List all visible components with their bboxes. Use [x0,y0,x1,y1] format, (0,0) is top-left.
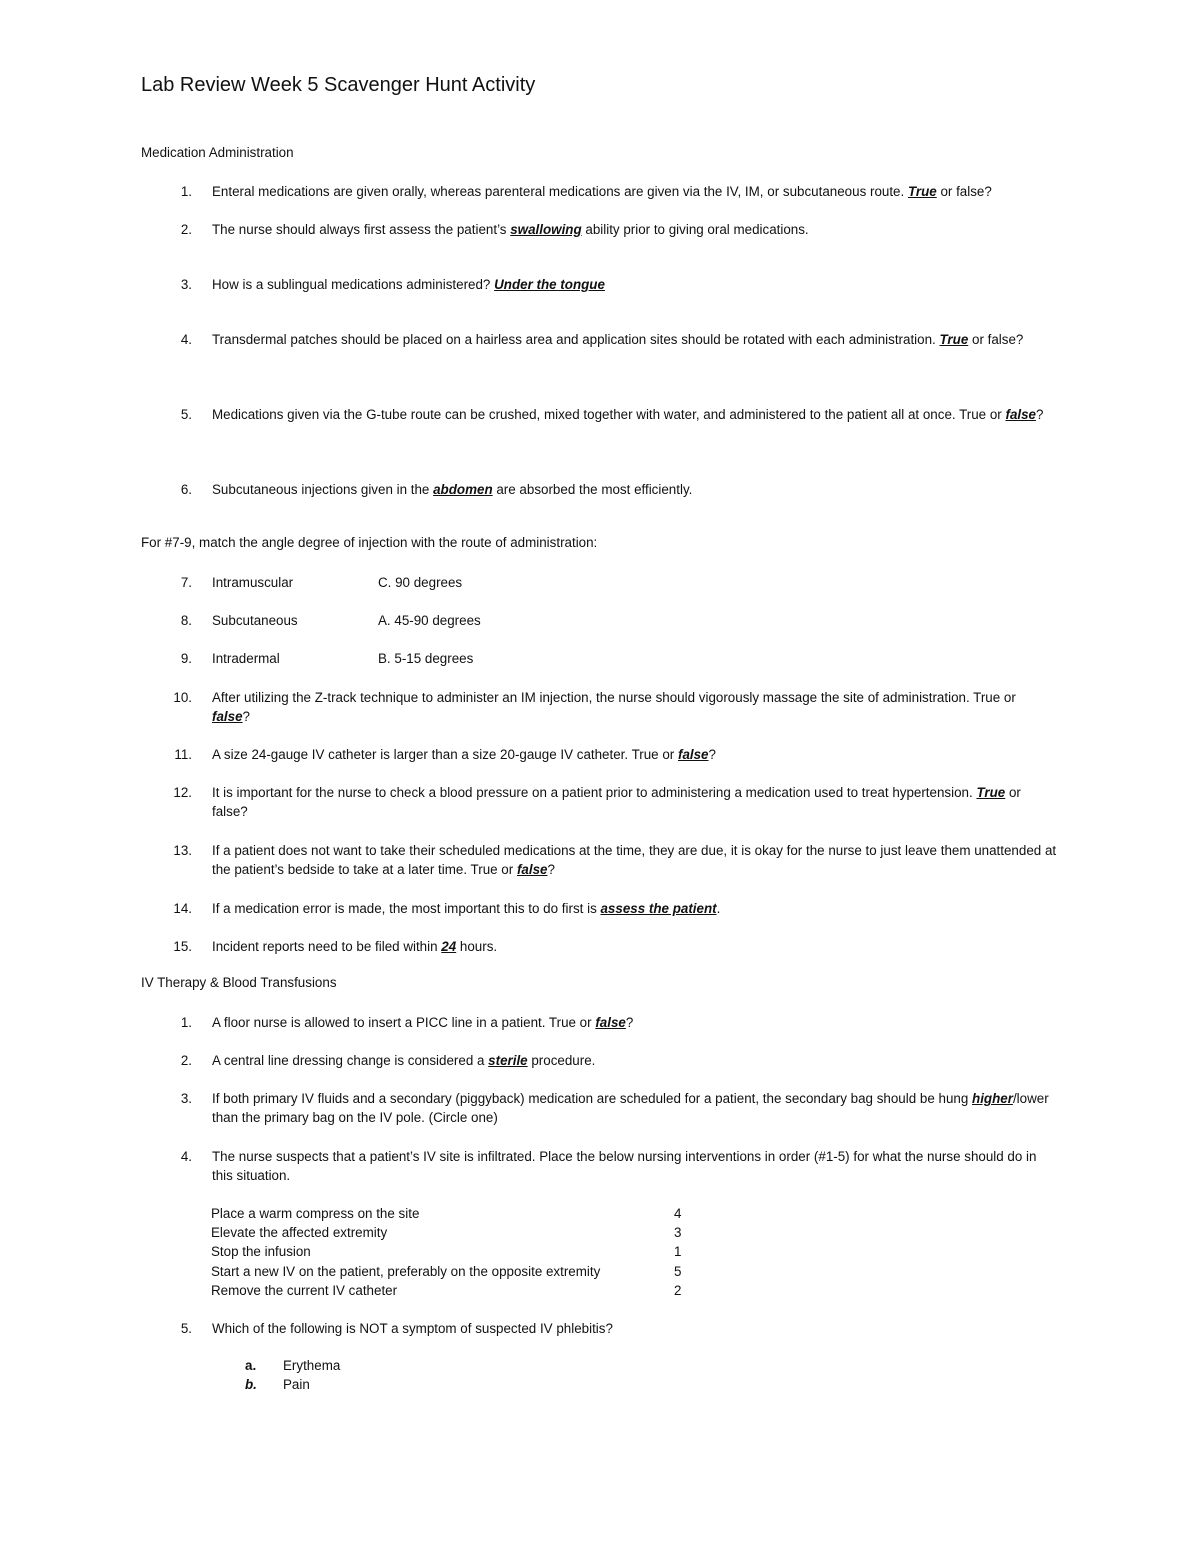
question-text: It is important for the nurse to check a blood pressure on a patient prior to administering a medication used to treat hypertension. True or false? [212,785,1021,819]
question-number: 2. [180,222,192,237]
question-number: 8. [180,613,192,628]
answer: higher [972,1091,1013,1106]
answer: false [595,1015,626,1030]
order-value: 1 [674,1244,682,1259]
question-number: 6. [180,482,192,497]
answer: 24 [441,939,457,954]
answer: false [212,709,243,724]
order-label: Elevate the affected extremity [211,1225,388,1240]
question-number: 5. [180,407,192,422]
answer: swallowing [510,222,582,237]
question-number: 7. [180,575,192,590]
question-number: 4. [180,332,192,347]
question-text: Which of the following is NOT a symptom of suspected IV phlebitis? [212,1321,613,1336]
route-label: Intradermal [212,651,280,666]
route-label: Subcutaneous [212,613,298,628]
question-text: The nurse suspects that a patient’s IV site is infiltrated. Place the below nursing interventions in order (#1-5) for what the nurse should do in this situation. [212,1149,1037,1183]
question-number: 4. [180,1149,192,1164]
question-number: 9. [180,651,192,666]
order-value: 5 [674,1264,682,1279]
question-text: Enteral medications are given orally, whereas parenteral medications are given via the IV, IM, or subcutaneous route. True or false? [212,184,992,199]
question-text: Transdermal patches should be placed on a hairless area and application sites should be rotated with each administration. True or false? [212,332,1024,347]
question-text: If a patient does not want to take their scheduled medications at the time, they are due, it is okay for the nurse to just leave them unattended at the patient’s bedside to take at a later time. True or false? [212,843,1057,877]
question-text: Subcutaneous injections given in the abdomen are absorbed the most efficiently. [212,482,693,497]
question-text: Medications given via the G-tube route can be crushed, mixed together with water, and administered to the patient all at once. True or false? [212,407,1044,422]
answer: false [1005,407,1037,422]
order-value: 2 [674,1283,682,1298]
answer: sterile [488,1053,528,1068]
question-text: A central line dressing change is considered a sterile procedure. [212,1053,596,1068]
match-answer: A. 45-90 degrees [378,613,481,628]
route-label: Intramuscular [212,575,294,590]
question-text: The nurse should always first assess the patient’s swallowing ability prior to giving oral medications. [212,222,809,237]
answer: True [939,332,969,347]
answer: false [516,862,548,877]
order-label: Stop the infusion [211,1244,311,1259]
answer: Under the tongue [494,277,605,292]
question-number: 10. [173,690,192,705]
page-title: Lab Review Week 5 Scavenger Hunt Activity [141,74,536,96]
option-letter: b. [245,1377,257,1392]
option-text: Pain [283,1377,310,1392]
answer: false [677,747,709,762]
order-value: 3 [674,1225,682,1240]
question-text: If a medication error is made, the most important this to do first is assess the patient. [212,901,721,916]
option-text: Erythema [283,1358,341,1373]
match-answer: B. 5-15 degrees [378,651,474,666]
question-text: If both primary IV fluids and a secondary (piggyback) medication are scheduled for a patient, the secondary bag should be hung higher/lower than the primary bag on the IV pole. (Circle one) [212,1091,1049,1125]
question-number: 15. [173,939,192,954]
section-heading-medication: Medication Administration [141,145,294,160]
order-label: Remove the current IV catheter [211,1283,398,1298]
question-text: A size 24-gauge IV catheter is larger than a size 20-gauge IV catheter. True or false? [212,747,716,762]
question-number: 14. [173,901,192,916]
question-text: After utilizing the Z-track technique to administer an IM injection, the nurse should vigorously massage the site of administration. True or false? [212,690,1016,724]
answer: True [976,785,1006,800]
question-number: 3. [180,277,192,292]
answer: abdomen [433,482,493,497]
answer: True [907,184,937,199]
question-number: 3. [180,1091,192,1106]
question-number: 12. [173,785,192,800]
matching-intro: For #7-9, match the angle degree of injection with the route of administration: [141,535,598,550]
match-answer: C. 90 degrees [378,575,463,590]
question-text: Incident reports need to be filed within 24 hours. [212,939,498,954]
section-heading-iv-therapy: IV Therapy & Blood Transfusions [141,975,337,990]
order-label: Place a warm compress on the site [211,1206,420,1221]
question-number: 11. [174,747,192,762]
question-number: 5. [180,1321,192,1336]
question-number: 1. [180,1015,192,1030]
question-text: How is a sublingual medications administered? Under the tongue [212,277,605,292]
answer: assess the patient [600,901,717,916]
option-letter: a. [245,1358,257,1373]
order-value: 4 [674,1206,682,1221]
question-number: 13. [173,843,192,858]
question-number: 2. [180,1053,192,1068]
order-label: Start a new IV on the patient, preferably on the opposite extremity [211,1264,601,1279]
question-number: 1. [180,184,192,199]
question-text: A floor nurse is allowed to insert a PICC line in a patient. True or false? [212,1015,634,1030]
